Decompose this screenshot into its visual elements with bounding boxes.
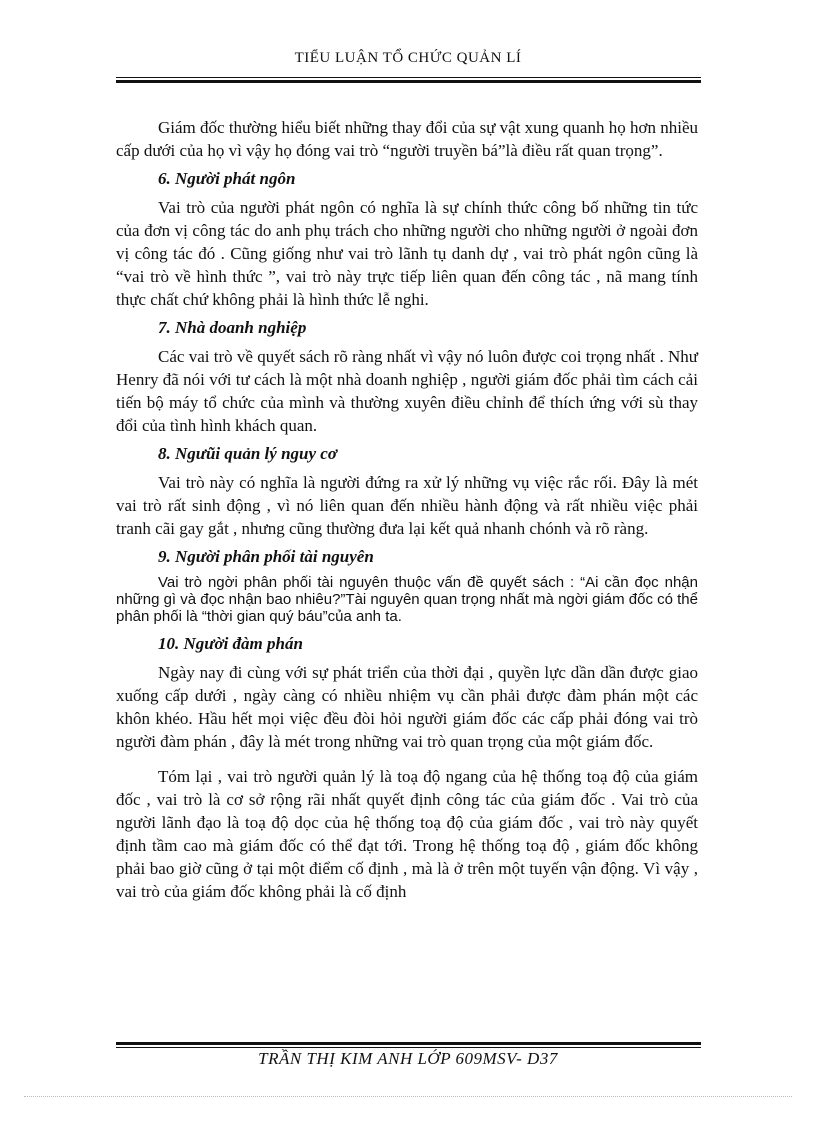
section-heading-spokesperson: 6. Người phát ngôn xyxy=(158,169,296,188)
document-body xyxy=(116,116,698,907)
footer-rule-thin xyxy=(116,1047,701,1048)
section-heading-entrepreneur: 7. Nhà doanh nghiệp xyxy=(158,318,307,337)
page-header-title: TIỂU LUẬN TỔ CHỨC QUẢN LÍ xyxy=(294,50,522,66)
section-paragraph-spokesperson: Vai trò của người phát ngôn có nghĩa là sự chính thức công bố những tin tức của đơn vị công tác do anh phụ trách cho những người cho những người ở ngoài đơn vị công tác đó . Cũng giống như vai trò lãnh tụ danh dự , vai trò phát ngôn cũng là “vai trò về hình thức ”, vai trò này trực tiếp liên quan đến công tác , nã mang tính thực chất chứ không phải là hình thức lễ nghi. xyxy=(116,198,698,309)
conclusion-paragraph: Tóm lại , vai trò người quản lý là toạ độ ngang của hệ thống toạ độ của giám đốc , vai trò là cơ sở rộng rãi nhất quyết định công tác của giám đốc . Vai trò của người lãnh đạo là toạ độ dọc của hệ thống toạ độ của giám đốc , vai trò này quyết định tầm cao mà giám đốc có thể đạt tới. Trong hệ thống toạ độ , giám đốc không phải bao giờ cũng ở tại một điểm cố định , mà là ở trên một tuyến vận động. Vì vậy , vai trò của giám đốc không phải là cố định xyxy=(116,767,698,901)
section-heading-risk-manager: 8. Ngưũi quản lý nguy cơ xyxy=(158,444,337,463)
footer-rule-thick xyxy=(116,1042,701,1045)
section-paragraph-negotiator: Ngày nay đi cùng với sự phát triển của thời đại , quyền lực dần dần được giao xuống cấp dưới , ngày càng có nhiều nhiệm vụ cần phải được đàm phán một các khôn khéo. Hầu hết mọi việc đều đòi hỏi người giám đốc các cấp phải đóng vai trò người đàm phán , đây là mét trong những vai trò quan trọng của một giám đốc. xyxy=(116,663,698,751)
section-heading-negotiator: 10. Người đàm phán xyxy=(158,634,303,653)
section-paragraph-resource-allocator: Vai trò ngời phân phối tài nguyên thuộc vấn đề quyết sách : “Ai cần đọc nhận những gì và đọc nhận bao nhiêu?”Tài nguyên quan trọng nhất mà ngời giám đốc có thể phân phối là “thời gian quý báu”của anh ta. xyxy=(116,574,698,625)
section-heading-resource-allocator: 9. Người phân phối tài nguyên xyxy=(158,547,374,566)
intro-paragraph: Giám đốc thường hiểu biết những thay đổi của sự vật xung quanh họ hơn nhiều cấp dưới của họ vì vậy họ đóng vai trò “người truyền bá”là điều rất quan trọng”. xyxy=(116,118,698,160)
page-footer-title: TRẦN THỊ KIM ANH LỚP 609MSV- D37 xyxy=(258,1049,558,1068)
section-paragraph-risk-manager: Vai trò này có nghĩa là người đứng ra xử lý những vụ việc rắc rối. Đây là mét vai trò rất sinh động , vì nó liên quan đến nhiều hành động và rất nhiều việc phải tranh cãi gay gắt , nhưng cũng thường đưa lại kết quả nhanh chónh và rõ ràng. xyxy=(116,473,698,538)
header-rule-thick xyxy=(116,80,701,83)
section-paragraph-entrepreneur: Các vai trò về quyết sách rõ ràng nhất vì vậy nó luôn được coi trọng nhất . Như Henry đã nói với tư cách là một nhà doanh nghiệp , người giám đốc phải tìm cách cải tiến bộ máy tổ chức của mình và thường xuyên điều chỉnh để thích ứng với sù thay đổi của tình hình khách quan. xyxy=(116,347,698,435)
page-bottom-dotted-line xyxy=(24,1096,792,1097)
header-rule-thin xyxy=(116,77,701,78)
